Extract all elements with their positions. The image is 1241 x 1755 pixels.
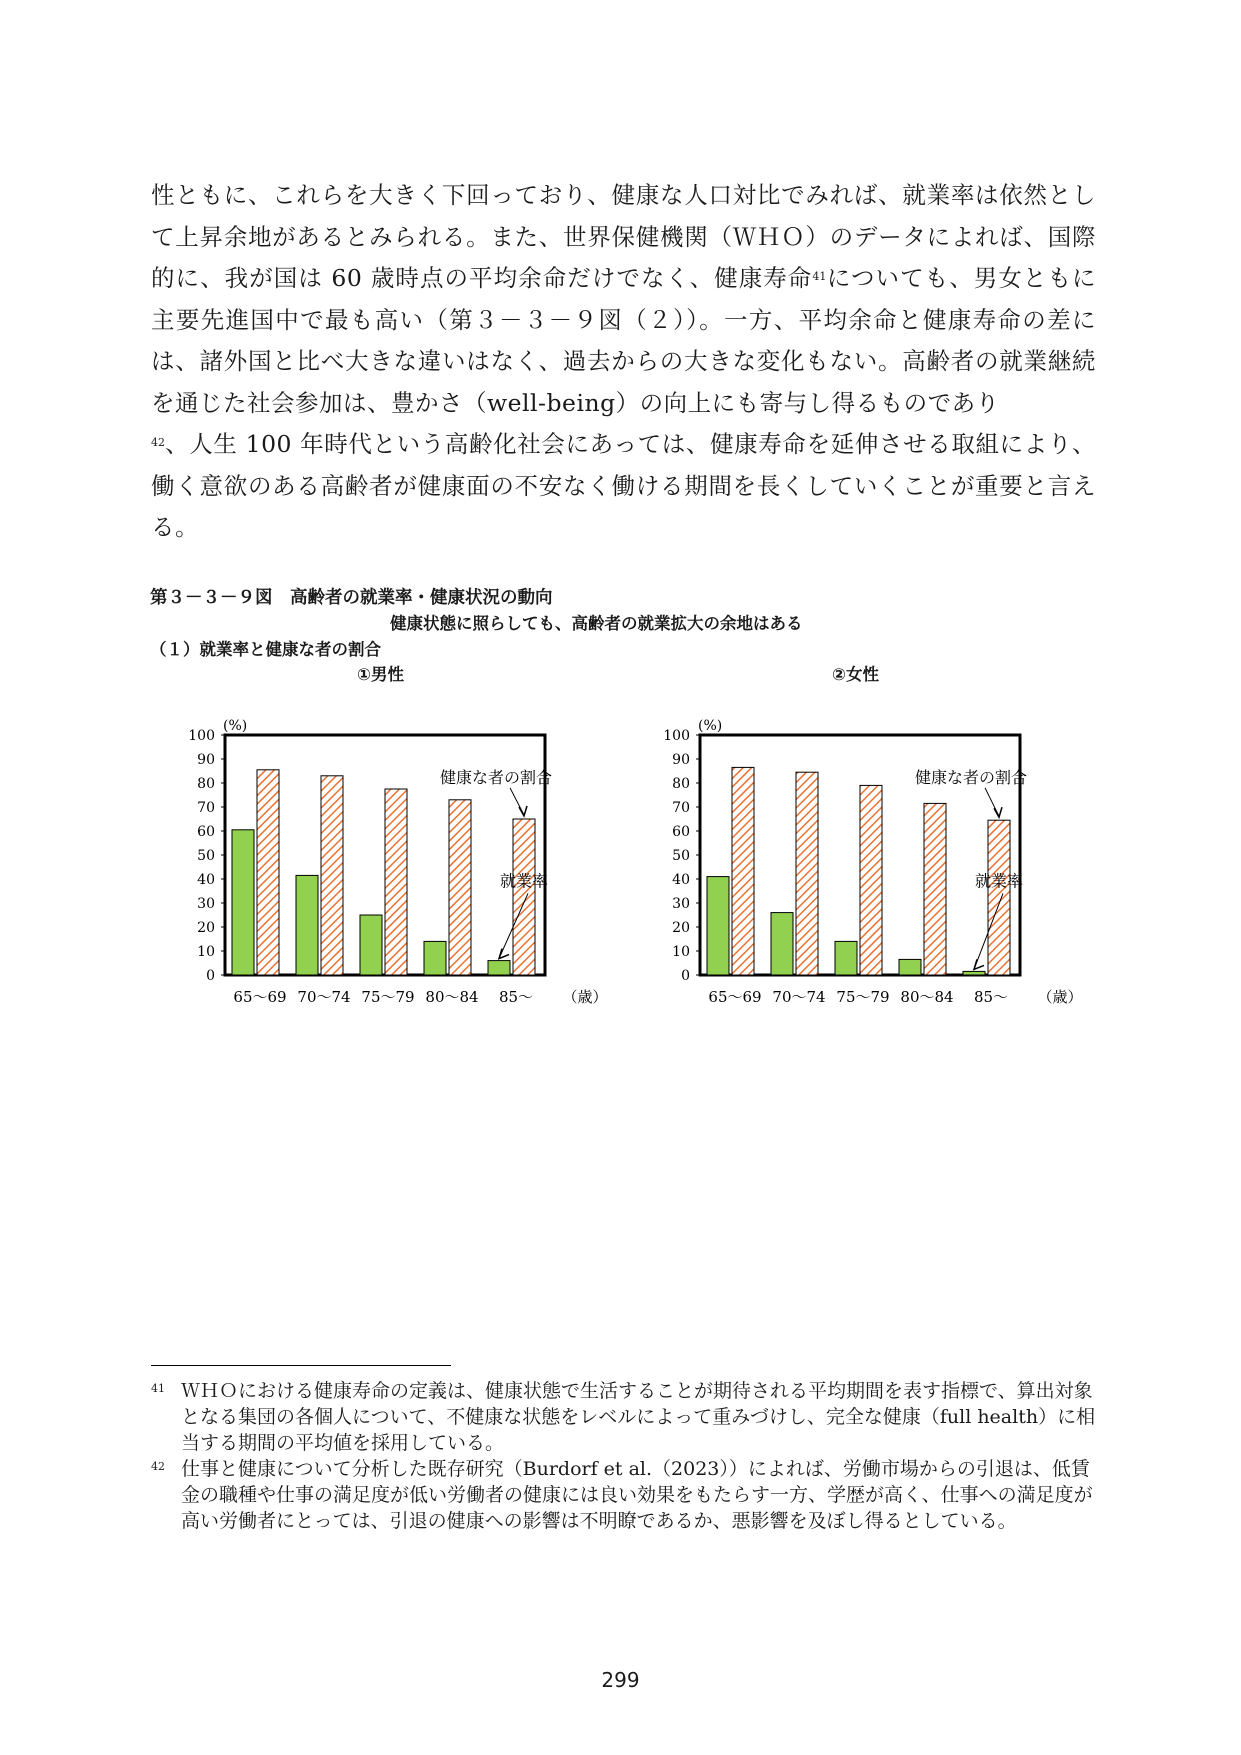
y-tick-label: 0 <box>206 968 215 984</box>
bar-healthy-share <box>796 772 818 975</box>
bar-healthy-share <box>924 803 946 975</box>
y-tick-label: 70 <box>672 800 690 816</box>
bar-employment-rate <box>360 915 382 975</box>
bar-employment-rate <box>835 941 857 975</box>
bar-healthy-share <box>257 770 279 975</box>
paragraph <box>151 175 1096 549</box>
bar-healthy-share <box>321 776 343 975</box>
text-segment: についても、男女ともに主要先進国中で最も高い（第３－３－９図（２））。一方、平均余命と健康寿命の差には、諸外国と比べ大きな違いはなく、過去からの大きな変化もない。高齢者の就業継続を通じた社会参加は、豊かさ（well-being）の向上にも寄与し得るものであり <box>151 264 1096 417</box>
y-unit-label: (%) <box>223 718 248 734</box>
x-tick-label: 65～69 <box>708 988 762 1006</box>
footnote-number: 41 <box>151 1382 165 1395</box>
annotation-healthy-share: 健康な者の割合 <box>440 768 553 788</box>
footnote-number: 42 <box>151 1460 165 1473</box>
x-unit-label: （歳） <box>1037 988 1083 1006</box>
bar-healthy-share <box>988 820 1010 975</box>
bar-employment-rate <box>488 961 510 975</box>
footnote-42 <box>151 1456 1096 1534</box>
bar-chart-female <box>645 695 1083 1015</box>
y-tick-label: 10 <box>197 944 215 960</box>
y-tick-label: 90 <box>672 752 690 768</box>
chart-svg <box>645 695 1083 1015</box>
y-tick-label: 60 <box>672 824 690 840</box>
bar-employment-rate <box>296 875 318 975</box>
footnotes <box>151 1378 1096 1534</box>
footnote-text: ＷＨＯにおける健康寿命の定義は、健康状態で生活することが期待される平均期間を表す指標で、算出対象となる集団の各個人について、不健康な状態をレベルによって重みづけし、完全な健康（full health）に相当する期間の平均値を採用している。 <box>181 1380 1096 1454</box>
bar-healthy-share <box>385 789 407 975</box>
chart-svg <box>170 695 608 1015</box>
x-tick-label: 80～84 <box>900 988 954 1006</box>
footnote-ref[interactable]: 42 <box>151 436 165 449</box>
y-tick-label: 100 <box>188 728 215 744</box>
bar-healthy-share <box>732 767 754 975</box>
y-tick-label: 70 <box>197 800 215 816</box>
bar-employment-rate <box>232 830 254 975</box>
bar-employment-rate <box>963 971 985 975</box>
y-tick-label: 50 <box>197 848 215 864</box>
y-tick-label: 80 <box>672 776 690 792</box>
x-tick-label: 80～84 <box>425 988 479 1006</box>
y-tick-label: 40 <box>672 872 690 888</box>
y-tick-label: 40 <box>197 872 215 888</box>
bar-healthy-share <box>860 785 882 975</box>
y-tick-label: 50 <box>672 848 690 864</box>
text-segment: 、人生 100 年時代という高齢化社会にあっては、健康寿命を延伸させる取組により、働く意欲のある高齢者が健康面の不安なく働ける期間を長くしていくことが重要と言える。 <box>151 430 1096 541</box>
y-tick-label: 20 <box>672 920 690 936</box>
x-tick-label: 70～74 <box>772 988 826 1006</box>
bar-healthy-share <box>513 819 535 975</box>
annotation-employment-rate: 就業率 <box>975 871 1024 891</box>
footnote-divider <box>151 1365 451 1366</box>
annotation-healthy-share: 健康な者の割合 <box>915 768 1028 788</box>
chart-title-male: ①男性 <box>357 665 404 684</box>
x-tick-label: 70～74 <box>297 988 351 1006</box>
bar-employment-rate <box>707 877 729 975</box>
footnote-text: 仕事と健康について分析した既存研究（Burdorf et al.（2023））によれば、労働市場からの引退は、低賃金の職種や仕事の満足度が低い労働者の健康には良い効果をもたらす一方、学歴が高く、仕事への満足度が高い労働者にとっては、引退の健康への影響は不明瞭であるか、悪影響を及ぼし得るとしている。 <box>181 1458 1093 1532</box>
text-segment: 性ともに、これらを大きく下回っており、健康な人口対比でみれば、就業率は依然として上昇余地があるとみられる。また、世界保健機関（ＷＨＯ）のデータによれば、国際的に、我が国は 60 歳時点の平均余命だけでなく、健康寿命 <box>151 181 1096 292</box>
y-tick-label: 80 <box>197 776 215 792</box>
bar-employment-rate <box>899 959 921 975</box>
x-tick-label: 65～69 <box>233 988 287 1006</box>
body-paragraph <box>151 175 1096 549</box>
bar-employment-rate <box>771 913 793 975</box>
y-tick-label: 100 <box>663 728 690 744</box>
x-unit-label: （歳） <box>562 988 608 1006</box>
bar-employment-rate <box>424 941 446 975</box>
figure-section-label: （１）就業率と健康な者の割合 <box>150 640 381 659</box>
y-tick-label: 30 <box>197 896 215 912</box>
y-unit-label: (%) <box>698 718 723 734</box>
footnote-41 <box>151 1378 1096 1456</box>
y-tick-label: 0 <box>681 968 690 984</box>
x-tick-label: 75～79 <box>836 988 890 1006</box>
footnote-ref[interactable]: 41 <box>812 270 827 283</box>
y-tick-label: 20 <box>197 920 215 936</box>
figure-title: 第３－３－９図 高齢者の就業率・健康状況の動向 <box>150 588 553 608</box>
page-number: 299 <box>601 1668 640 1692</box>
figure-subtitle: 健康状態に照らしても、高齢者の就業拡大の余地はある <box>390 614 803 633</box>
annotation-employment-rate: 就業率 <box>500 871 549 891</box>
x-tick-label: 85～ <box>498 988 534 1006</box>
y-tick-label: 10 <box>672 944 690 960</box>
y-tick-label: 90 <box>197 752 215 768</box>
x-tick-label: 75～79 <box>361 988 415 1006</box>
bar-chart-male <box>170 695 608 1015</box>
bar-healthy-share <box>449 800 471 975</box>
arrow-head <box>499 949 509 959</box>
y-tick-label: 30 <box>672 896 690 912</box>
arrow-head <box>974 959 984 969</box>
y-tick-label: 60 <box>197 824 215 840</box>
x-tick-label: 85～ <box>973 988 1009 1006</box>
chart-title-female: ②女性 <box>832 665 879 684</box>
